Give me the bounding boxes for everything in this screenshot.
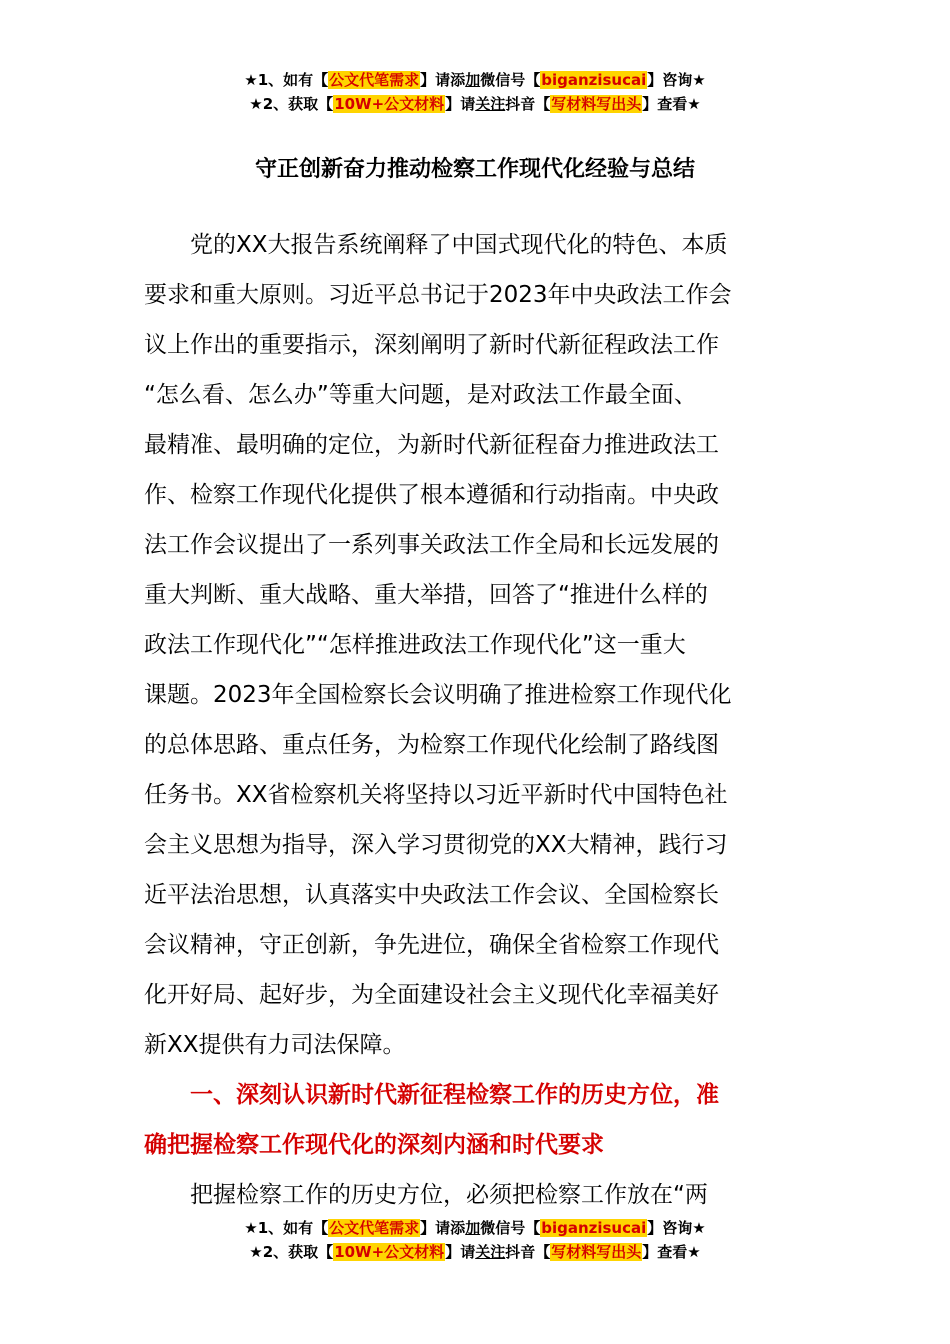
text-line: 化开好局、起好步，为全面建设社会主义现代化幸福美好 [144,982,719,1008]
text-line: 法工作会议提出了一系列事关政法工作全局和长远发展的 [144,532,719,558]
promo-text: 抖音【 [505,1243,551,1261]
promo-highlight: 10W+公文材料 [334,95,445,113]
promo-text: 】请 [445,95,476,113]
promo-text: 微信号【 [480,1219,541,1237]
promo-text: ★1、如有【 [244,71,329,89]
text-line: 重大判断、重大战略、重大举措，回答了“推进什么样的 [144,582,708,608]
document-body [144,220,806,1220]
text-line: 的总体思路、重点任务，为检察工作现代化绘制了路线图 [144,732,719,758]
promo-text: 】咨询★ [647,1219,706,1237]
promo-banner-top [0,68,950,116]
promo-line-1 [0,1216,950,1240]
text-line: 议上作出的重要指示，深刻阐明了新时代新征程政法工作 [144,332,719,358]
section-heading-1 [144,1070,806,1170]
promo-text: 】请添 [420,1219,466,1237]
promo-highlight-wechat: biganzisucai [541,1219,647,1237]
paragraph-intro [144,220,806,1070]
promo-underline: 加 [465,71,481,89]
text-line: 要求和重大原则。习近平总书记于2023年中央政法工作会 [144,282,732,308]
promo-text: ★2、获取【 [249,1243,334,1261]
text-line: 新XX提供有力司法保障。 [144,1032,406,1058]
text-line: 最精准、最明确的定位，为新时代新征程奋力推进政法工 [144,432,719,458]
paragraph-section-1 [144,1170,806,1220]
promo-text: 抖音【 [505,95,551,113]
promo-line-2 [0,1240,950,1264]
text-line: 党的XX大报告系统阐释了中国式现代化的特色、本质 [190,232,728,258]
text-line: “怎么看、怎么办”等重大问题，是对政法工作最全面、 [144,382,697,408]
promo-text: 】请添 [420,71,466,89]
document-title: 守正创新奋力推动检察工作现代化经验与总结 [254,157,695,182]
promo-text: 】查看★ [642,95,701,113]
promo-underline: 关注 [475,1243,506,1261]
promo-text: 】咨询★ [647,71,706,89]
promo-underline: 关注 [475,95,506,113]
promo-highlight: 公文代笔需求 [329,1219,420,1237]
text-line: 会议精神，守正创新，争先进位，确保全省检察工作现代 [144,932,719,958]
promo-highlight: 10W+公文材料 [334,1243,445,1261]
promo-text: 】查看★ [642,1243,701,1261]
heading-line: 一、深刻认识新时代新征程检察工作的历史方位，准 [190,1082,719,1108]
promo-line-1 [0,68,950,92]
promo-highlight-wechat: biganzisucai [541,71,647,89]
promo-underline: 加 [465,1219,481,1237]
promo-text: ★1、如有【 [244,1219,329,1237]
text-line: 作、检察工作现代化提供了根本遵循和行动指南。中央政 [144,482,719,508]
text-line: 任务书。XX省检察机关将坚持以习近平新时代中国特色社 [144,782,728,808]
promo-line-2 [0,92,950,116]
promo-text: 微信号【 [480,71,541,89]
text-line: 课题。2023年全国检察长会议明确了推进检察工作现代化 [144,682,732,708]
promo-highlight: 公文代笔需求 [329,71,420,89]
promo-highlight-douyin: 写材料写出头 [551,1243,642,1261]
promo-banner-bottom [0,1216,950,1264]
heading-line: 确把握检察工作现代化的深刻内涵和时代要求 [144,1132,604,1158]
text-line: 把握检察工作的历史方位，必须把检察工作放在“两 [190,1182,708,1208]
promo-text: ★2、获取【 [249,95,334,113]
promo-text: 】请 [445,1243,476,1261]
text-line: 近平法治思想，认真落实中央政法工作会议、全国检察长 [144,882,719,908]
text-line: 会主义思想为指导，深入学习贯彻党的XX大精神，践行习 [144,832,728,858]
text-line: 政法工作现代化”“怎样推进政法工作现代化”这一重大 [144,632,686,658]
promo-highlight-douyin: 写材料写出头 [551,95,642,113]
